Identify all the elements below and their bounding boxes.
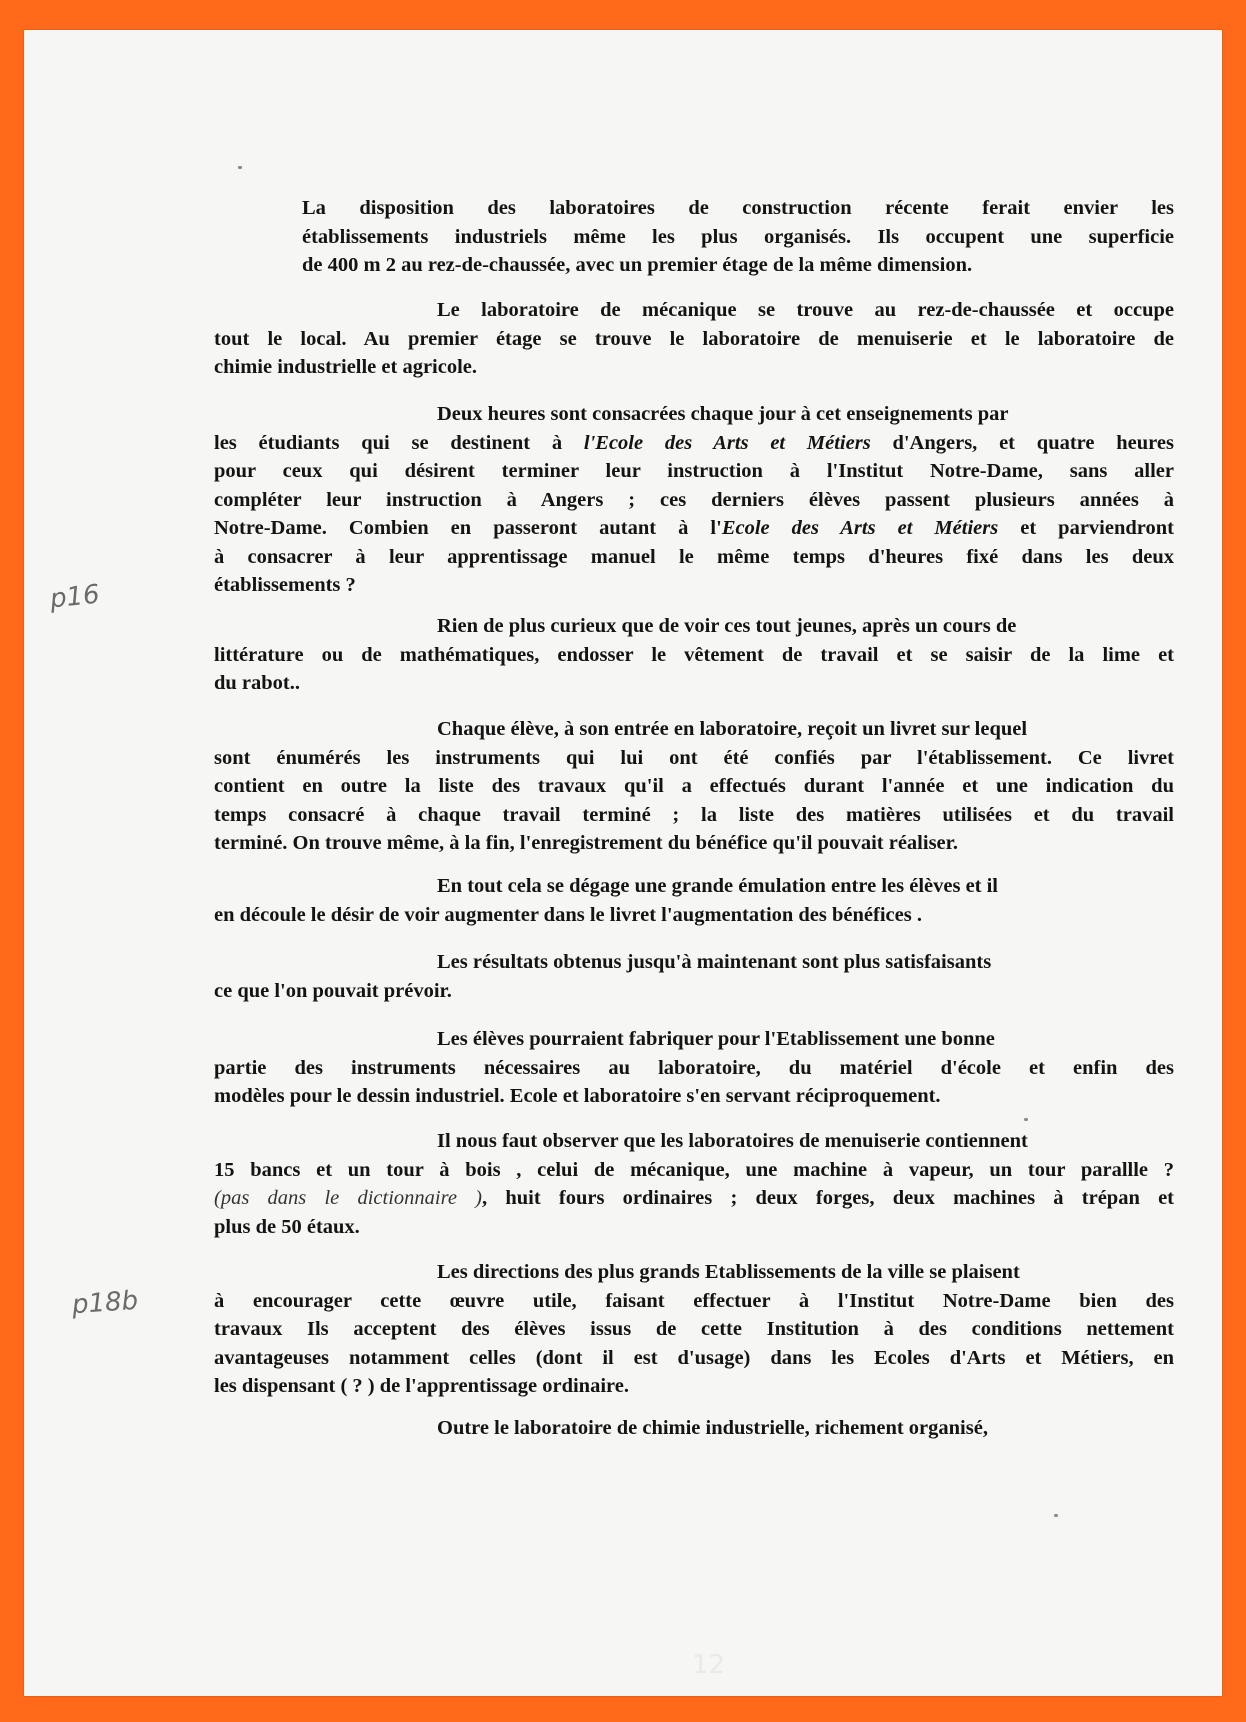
paragraph-11 xyxy=(214,1414,1174,1443)
text-line: 15 bancs et un tour à bois , celui de mécanique, une machine à vapeur, un tour parallle ? xyxy=(214,1158,1174,1181)
text-line: Rien de plus curieux que de voir ces tout jeunes, après un cours de xyxy=(437,615,1017,637)
text-line: Deux heures sont consacrées chaque jour à cet enseignements par xyxy=(437,403,1009,425)
text-line xyxy=(214,429,1174,458)
text-line: travaux Ils acceptent des élèves issus de cette Institution à des conditions nettement xyxy=(214,1318,1174,1340)
text-line: plus de 50 étaux. xyxy=(214,1215,360,1238)
text-line: Outre le laboratoire de chimie industrielle, richement organisé, xyxy=(437,1417,988,1439)
paragraph-10 xyxy=(214,1258,1174,1401)
scan-speck xyxy=(1024,1118,1028,1121)
text-line: contient en outre la liste des travaux qu'il a effectués durant l'année et une indication du xyxy=(214,775,1174,797)
text-run-italic: l'Ecole des Arts et Métiers xyxy=(583,431,871,454)
paragraph-8 xyxy=(214,1025,1174,1111)
text-line: de 400 m 2 au rez-de-chaussée, avec un premier étage de la même dimension. xyxy=(302,254,973,276)
text-line: Il nous faut observer que les laboratoires de menuiserie contiennent xyxy=(437,1130,1028,1152)
scan-speck xyxy=(1054,1514,1058,1517)
text-line: Les directions des plus grands Etablissements de la ville se plaisent xyxy=(437,1261,1020,1283)
paragraph-6 xyxy=(214,872,1174,929)
paragraph-3 xyxy=(214,400,1174,600)
paragraph-1 xyxy=(302,194,1174,280)
text-line: Le laboratoire de mécanique se trouve au rez-de-chaussée et occupe xyxy=(437,299,1174,321)
text-line: Les résultats obtenus jusqu'à maintenant sont plus satisfaisants xyxy=(437,951,992,973)
text-line: terminé. On trouve même, à la fin, l'enregistrement du bénéfice qu'il pouvait réaliser. xyxy=(214,832,958,854)
text-run: et parviendront xyxy=(998,517,1174,539)
paragraph-9 xyxy=(214,1127,1174,1241)
text-line: en découle le désir de voir augmenter dans le livret l'augmentation des bénéfices . xyxy=(214,903,922,926)
text-line xyxy=(214,1184,1174,1213)
text-line: compléter leur instruction à Angers ; ces derniers élèves passent plusieurs années à xyxy=(214,488,1174,511)
paragraph-4 xyxy=(214,612,1174,698)
text-line xyxy=(214,514,1174,543)
margin-note-p16: p16 xyxy=(48,579,102,615)
text-line: pour ceux qui désirent terminer leur instruction à l'Institut Notre-Dame, sans aller xyxy=(214,460,1174,482)
page-number: 12 xyxy=(692,1650,726,1680)
text-line: littérature ou de mathématiques, endosser le vêtement de travail et se saisir de la lime et xyxy=(214,643,1174,666)
text-line: tout le local. Au premier étage se trouve le laboratoire de menuiserie et le laboratoire de xyxy=(214,327,1174,350)
text-line: partie des instruments nécessaires au laboratoire, du matériel d'école et enfin des xyxy=(214,1056,1174,1079)
text-line: chimie industrielle et agricole. xyxy=(214,356,478,378)
text-line: ce que l'on pouvait prévoir. xyxy=(214,979,452,1002)
paragraph-2 xyxy=(214,296,1174,382)
text-run: d'Angers, et quatre heures xyxy=(870,431,1174,454)
text-line: les dispensant ( ? ) de l'apprentissage ordinaire. xyxy=(214,1375,629,1397)
text-line: à consacrer à leur apprentissage manuel le même temps d'heures fixé dans les deux xyxy=(214,545,1174,568)
text-line: sont énumérés les instruments qui lui ont été confiés par l'établissement. Ce livret xyxy=(214,746,1174,769)
text-line: En tout cela se dégage une grande émulation entre les élèves et il xyxy=(437,875,999,897)
margin-note-p18b: p18b xyxy=(71,1285,140,1321)
text-run: Notre-Dame. Combien en passeront autant à l' xyxy=(214,517,722,539)
paragraph-5 xyxy=(214,715,1174,858)
text-line: La disposition des laboratoires de construction récente ferait envier les xyxy=(302,197,1174,219)
document-page xyxy=(24,30,1222,1696)
text-line: établissements ? xyxy=(214,574,356,596)
text-line: établissements industriels même les plus organisés. Ils occupent une superficie xyxy=(302,225,1174,248)
text-run: , huit fours ordinaires ; deux forges, deux machines à trépan et xyxy=(481,1187,1174,1209)
scan-speck xyxy=(238,166,242,169)
text-line: à encourager cette œuvre utile, faisant effectuer à l'Institut Notre-Dame bien des xyxy=(214,1289,1174,1312)
text-run-italic: (pas dans le dictionnaire ) xyxy=(214,1187,482,1209)
text-line: modèles pour le dessin industriel. Ecole et laboratoire s'en servant réciproquement. xyxy=(214,1085,941,1107)
text-line: Chaque élève, à son entrée en laboratoire, reçoit un livret sur lequel xyxy=(437,718,1028,740)
text-run: les étudiants qui se destinent à xyxy=(214,431,584,454)
text-line: Les élèves pourraient fabriquer pour l'Etablissement une bonne xyxy=(437,1028,995,1050)
text-line: avantageuses notamment celles (dont il est d'usage) dans les Ecoles d'Arts et Métiers, en xyxy=(214,1346,1174,1369)
text-run-italic: Ecole des Arts et Métiers xyxy=(721,517,999,539)
text-line: temps consacré à chaque travail terminé ; la liste des matières utilisées et du travail xyxy=(214,803,1174,826)
text-line: du rabot.. xyxy=(214,672,301,694)
paragraph-7 xyxy=(214,948,1174,1005)
